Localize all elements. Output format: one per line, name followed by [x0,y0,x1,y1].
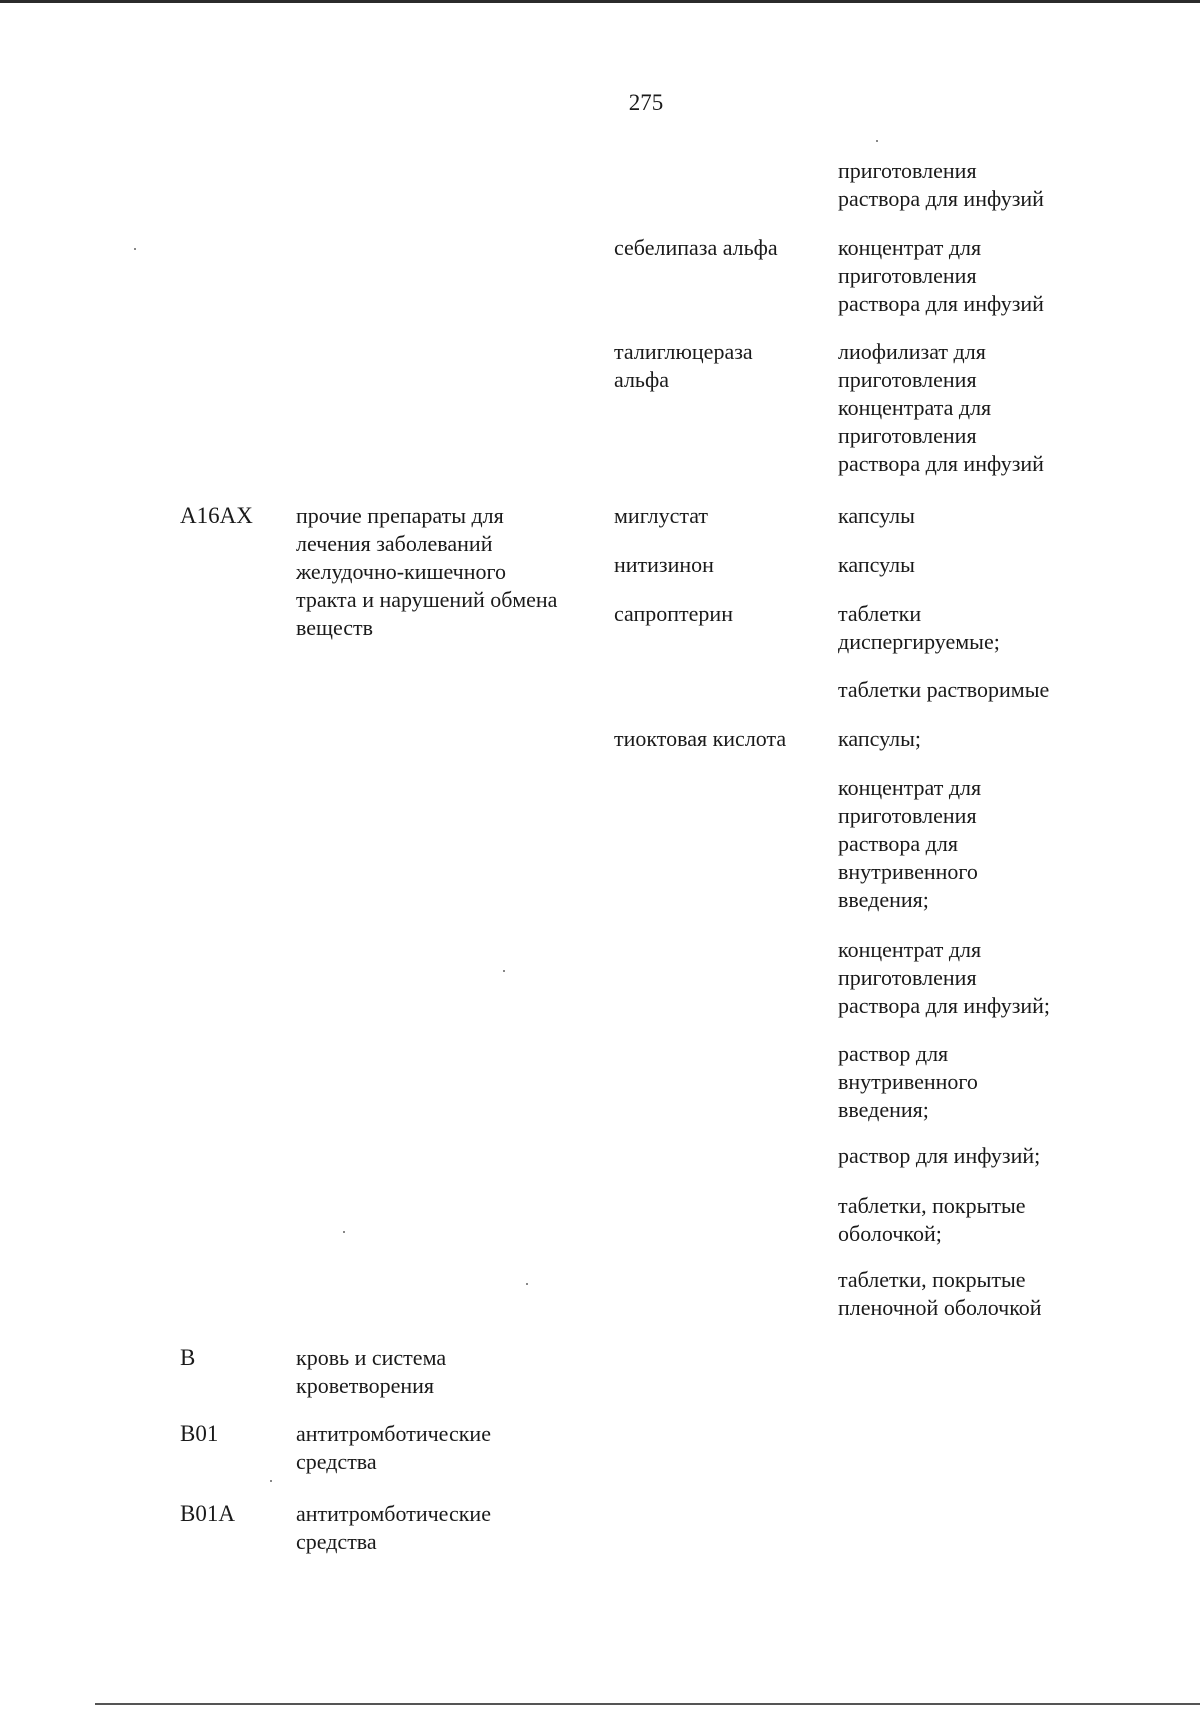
atc-group-description: антитромботические средства [296,1421,491,1474]
page-number: 275 [628,90,664,115]
dosage-form: таблетки растворимые [838,677,1050,702]
drug-name: сапроптерин [614,601,733,626]
atc-group-description: кровь и система кроветворения [296,1345,447,1398]
atc-code: B01 [180,1421,219,1446]
atc-code: B [180,1345,196,1370]
dosage-form: концентрат для приготовления раствора для инфузий; [838,937,1051,1018]
scan-speck [343,1231,345,1233]
scan-speck [503,970,505,972]
drug-name: миглустат [614,503,709,528]
scan-speck [526,1283,528,1285]
dosage-form: концентрат для приготовления раствора для инфузий [838,235,1044,316]
dosage-form: раствор для внутривенного введения; [838,1041,978,1122]
dosage-form: таблетки диспергируемые; [838,601,1000,654]
drug-name: талиглюцераза альфа [614,339,753,392]
bottom-border-rule [95,1703,1200,1705]
drug-name: нитизинон [614,552,714,577]
drug-name: себелипаза альфа [614,235,778,260]
drug-name: тиоктовая кислота [614,726,787,751]
atc-group-description: прочие препараты для лечения заболеваний желудочно-кишечного тракта и нарушений обмена веществ [296,503,558,640]
dosage-form: таблетки, покрытые пленочной оболочкой [838,1267,1042,1320]
dosage-form: раствор для инфузий; [838,1143,1041,1168]
atc-group-description: антитромботические средства [296,1501,491,1554]
scan-speck [270,1480,272,1482]
dosage-form: лиофилизат для приготовления концентрата для приготовления раствора для инфузий [838,339,1044,476]
dosage-form: концентрат для приготовления раствора для внутривенного введения; [838,775,982,912]
dosage-form: приготовления раствора для инфузий [838,158,1044,211]
dosage-form: капсулы; [838,726,921,751]
atc-code: A16AX [180,503,253,528]
scan-speck [876,140,878,142]
dosage-form: таблетки, покрытые оболочкой; [838,1193,1026,1246]
dosage-form: капсулы [838,552,915,577]
top-border-rule [0,0,1200,3]
atc-code: B01A [180,1501,235,1526]
scan-speck [134,248,136,250]
dosage-form: капсулы [838,503,915,528]
